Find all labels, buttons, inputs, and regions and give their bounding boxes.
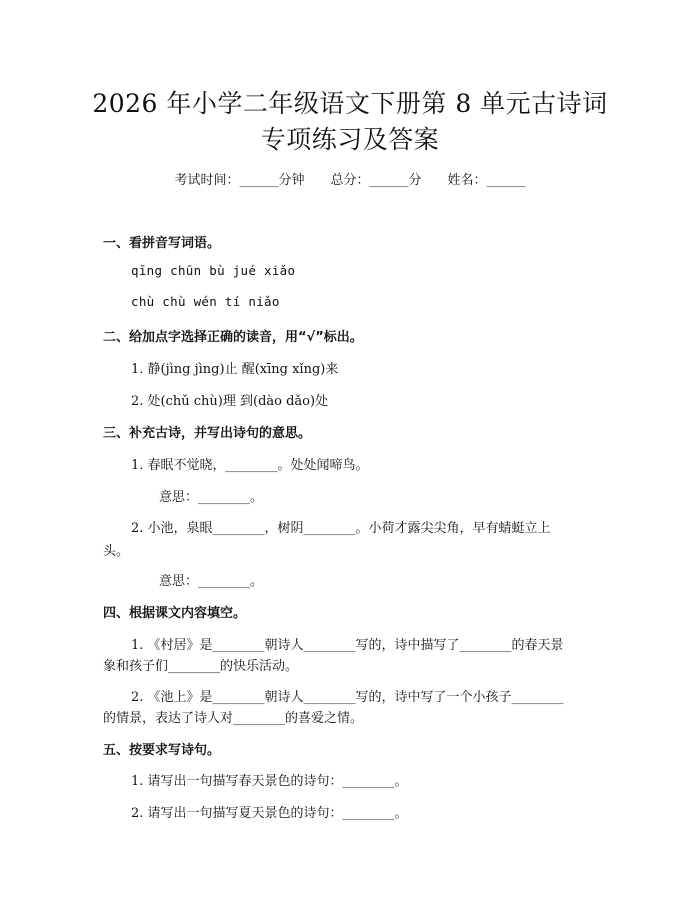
- fill-question-1-line1: 1. 《村居》是________朝诗人________写的，诗中描写了________的春天景: [131, 638, 564, 653]
- poem-question-2-line1: 2. 小池，泉眼________，树阴________。小荷才露尖尖角，早有蜻蜓立上: [131, 521, 551, 536]
- pinyin-item-1: qīng chūn bù jué xiǎo: [131, 263, 296, 278]
- reading-item-1: 1. 静(jìng jìng)止 醒(xīng xǐng)来: [131, 362, 339, 377]
- poem-question-2-meaning: 意思：________。: [159, 574, 264, 589]
- fill-question-1-line2: 象和孩子们________的快乐活动。: [103, 659, 299, 674]
- pinyin-item-2: chù chù wén tí niǎo: [131, 294, 280, 309]
- fill-question-2-line1: 2. 《池上》是________朝诗人________写的，诗中写了一个小孩子________: [131, 690, 564, 705]
- section-3-heading: 三、补充古诗，并写出诗句的意思。: [103, 426, 312, 441]
- exam-score: 总分：______分: [330, 173, 422, 188]
- fill-question-2-line2: 的情景，表达了诗人对________的喜爱之情。: [103, 711, 364, 726]
- section-2-heading: 二、给加点字选择正确的读音，用“√”标出。: [103, 330, 363, 345]
- poem-question-1-meaning: 意思：________。: [159, 490, 264, 505]
- verse-question-1: 1. 请写出一句描写春天景色的诗句：________。: [131, 774, 408, 789]
- section-4-heading: 四、根据课文内容填空。: [103, 606, 247, 621]
- page-title-line1: 2026 年小学二年级语文下册第 8 单元古诗词: [92, 89, 608, 118]
- section-1-heading: 一、看拼音写词语。: [103, 236, 221, 251]
- exam-info: [0, 169, 700, 188]
- exam-time: 考试时间：______分钟: [174, 173, 305, 188]
- poem-question-1: 1. 春眠不觉晓，________。处处闻啼鸟。: [131, 458, 369, 473]
- poem-question-2-line2: 头。: [103, 544, 130, 559]
- student-name: 姓名：______: [447, 173, 526, 188]
- verse-question-2: 2. 请写出一句描写夏天景色的诗句：________。: [131, 806, 408, 821]
- page-title-line2: 专项练习及答案: [260, 125, 440, 154]
- reading-item-2: 2. 处(chǔ chù)理 到(dào dǎo)处: [131, 394, 329, 409]
- section-5-heading: 五、按要求写诗句。: [103, 743, 221, 758]
